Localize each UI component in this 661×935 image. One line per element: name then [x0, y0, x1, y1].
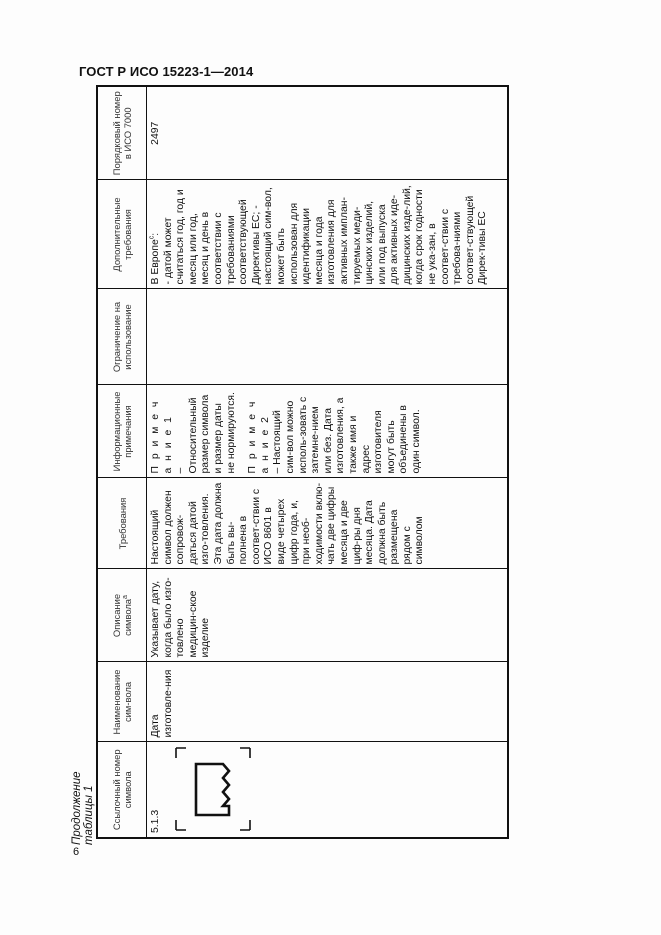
header-desc-text: Описание символа: [111, 593, 133, 638]
extra-prefix-line: [150, 185, 163, 285]
note1-text: – Относительный размер символа и размер даты не нормируются.: [175, 392, 237, 474]
cell-ref: [147, 742, 509, 838]
cell-extra: [147, 180, 509, 289]
order-number: 2497: [150, 121, 161, 145]
header-name: Наименование сим-вола: [97, 662, 147, 742]
extra-prefix-end: :: [150, 232, 161, 236]
header-desc-sup: a: [121, 595, 129, 599]
header-info: Информационные примечания: [97, 385, 147, 478]
date-of-manufacture-symbol-icon: [173, 745, 253, 833]
rotated-table-container: [96, 87, 500, 839]
cell-req: Настоящий символ должен сопровож-даться датой изго-товления. Эта дата должна быть вы-полнена в соответ-ствии с ИСО 8601 в виде четырех цифр года, и, при необ-ходимости вклю-чать две цифры месяца и две циф-ры дня месяца. Дата должна быть размещена рядом с символом: [147, 478, 509, 569]
table-header-row: [97, 86, 147, 838]
extra-prefix-sup: c: [148, 235, 156, 240]
document-header: ГОСТ Р ИСО 15223-1—2014: [79, 64, 254, 79]
extra-prefix: В Европе: [150, 239, 161, 285]
note2-label: П р и м е ч а н и е 2: [247, 399, 271, 474]
header-limit: Ограничение на использование: [97, 289, 147, 385]
note2-text: – Настоящий сим-вол можно исполь-зовать с затемне-нием или без. Дата изготовления, а также имя и адрес изготовителя могут быть объединены в один символ.: [272, 396, 422, 474]
header-req: Требования: [97, 478, 147, 569]
table-continuation-label: Продолжение таблицы 1: [71, 771, 95, 845]
header-ref: Ссылочный номер символа: [97, 742, 147, 838]
cell-order: [147, 86, 509, 180]
cell-limit: [147, 289, 509, 385]
extra-text: - датой может считаться год, год и месяц или год, месяц и день в соответствии с требованиями соответствующей Директивы ЕС; - настоящий сим-вол, может быть использован для идентификации месяца и года изготовления для активных имплан-тируемых меди-цинских изделий, или под выпуска для активных иде-дицинских изде-лий, когда срок годности не ука-зан, в соответ-ствии с требова-ниями соответ-ствующей Дирек-тивы ЕС: [162, 185, 489, 285]
ref-number: 5.1.3: [150, 809, 161, 833]
header-desc: [97, 569, 147, 662]
cell-name: Дата изготовле-ния: [147, 662, 509, 742]
header-order: Порядковый номер в ИСО 7000: [97, 86, 147, 180]
note-gap: [238, 390, 247, 474]
cell-info: [147, 385, 509, 478]
cell-desc: Указывает дату, когда было изго-товлено медицин-ское изделие: [147, 569, 509, 662]
table-row: [147, 86, 509, 838]
note1-label: П р и м е ч а н и е 1: [150, 399, 174, 474]
page-number: 6: [73, 846, 80, 858]
symbols-table: [96, 85, 509, 839]
header-extra: Дополнительные требования: [97, 180, 147, 289]
